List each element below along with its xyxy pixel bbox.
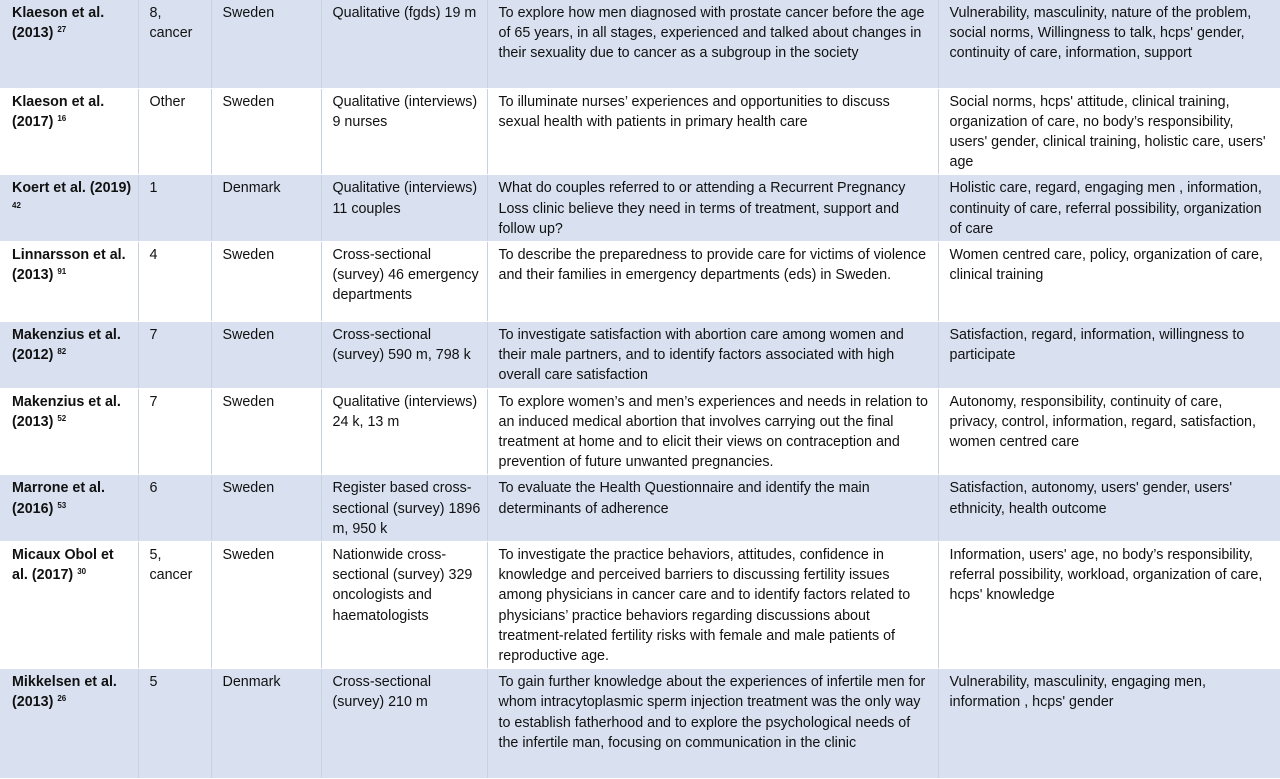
quality-cell: 5 <box>138 669 211 779</box>
table-row <box>0 241 1280 321</box>
study-label: Klaeson et al. (2013) <box>12 5 105 42</box>
country-cell: Sweden <box>211 0 321 88</box>
table-row <box>0 321 1280 388</box>
study-label: Koert et al. (2019) <box>12 180 132 197</box>
reference-number: 91 <box>57 267 67 277</box>
quality-cell: 1 <box>138 175 211 242</box>
study-label: Mikkelsen et al. (2013) <box>12 674 117 711</box>
quality-cell: 5, cancer <box>138 541 211 668</box>
design-cell: Register based cross-sectional (survey) 1896 m, 950 k <box>321 475 487 542</box>
themes-cell: Autonomy, responsibility, continuity of care, privacy, control, information, regard, satisfaction, women centred care <box>938 388 1280 475</box>
study-cell <box>0 88 138 175</box>
country-cell: Sweden <box>211 88 321 175</box>
aim-cell: To illuminate nurses’ experiences and opportunities to discuss sexual health with patients in primary health care <box>487 88 938 175</box>
design-cell: Cross-sectional (survey) 46 emergency departments <box>321 241 487 321</box>
aim-cell: To explore women’s and men’s experiences and needs in relation to an induced medical abortion that involves carrying out the final treatment at home and to elicit their views on contraception and prevention of future unwanted pregnancies. <box>487 388 938 475</box>
quality-cell: 8, cancer <box>138 0 211 88</box>
reference-number: 26 <box>57 694 67 704</box>
study-cell <box>0 321 138 388</box>
aim-cell: To gain further knowledge about the experiences of infertile men for whom intracytoplasmic sperm injection treatment was the only way to establish fatherhood and to explore the psychological needs of the infertile man, focusing on communication in the clinic <box>487 669 938 779</box>
quality-cell: 4 <box>138 241 211 321</box>
study-cell <box>0 175 138 242</box>
design-cell: Qualitative (fgds) 19 m <box>321 0 487 88</box>
table-row <box>0 88 1280 175</box>
themes-cell: Information, users' age, no body’s responsibility, referral possibility, workload, organization of care, hcps' knowledge <box>938 541 1280 668</box>
country-cell: Sweden <box>211 321 321 388</box>
study-cell <box>0 241 138 321</box>
aim-cell: To describe the preparedness to provide care for victims of violence and their families in emergency departments (eds) in Sweden. <box>487 241 938 321</box>
aim-cell: To explore how men diagnosed with prostate cancer before the age of 65 years, in all stages, experienced and talked about changes in their sexuality due to cancer as a subgroup in the society <box>487 0 938 88</box>
quality-cell: 7 <box>138 388 211 475</box>
reference-number: 82 <box>57 347 67 357</box>
design-cell: Qualitative (interviews) 11 couples <box>321 175 487 242</box>
table-row <box>0 175 1280 242</box>
country-cell: Sweden <box>211 241 321 321</box>
study-cell <box>0 388 138 475</box>
aim-cell: To investigate the practice behaviors, attitudes, confidence in knowledge and perceived barriers to discussing fertility issues among physicians in cancer care and to identify factors related to physicians’ practice behaviors regarding discussions about treatment-related fertility risks with female and male patients of reproductive age. <box>487 541 938 668</box>
themes-cell: Satisfaction, regard, information, willingness to participate <box>938 321 1280 388</box>
themes-cell: Vulnerability, masculinity, engaging men, information , hcps' gender <box>938 669 1280 779</box>
aim-cell: To investigate satisfaction with abortion care among women and their male partners, and to identify factors associated with high overall care satisfaction <box>487 321 938 388</box>
country-cell: Sweden <box>211 475 321 542</box>
reference-number: 53 <box>57 500 67 510</box>
themes-cell: Holistic care, regard, engaging men , information, continuity of care, referral possibility, organization of care <box>938 175 1280 242</box>
study-label: Klaeson et al. (2017) <box>12 93 105 130</box>
study-label: Linnarsson et al. (2013) <box>12 246 126 284</box>
study-cell <box>0 541 138 668</box>
reference-number: 42 <box>12 200 21 210</box>
aim-cell: To evaluate the Health Questionnaire and identify the main determinants of adherence <box>487 475 938 542</box>
reference-number: 30 <box>77 567 87 577</box>
table-row <box>0 541 1280 668</box>
table-row <box>0 388 1280 475</box>
aim-cell: What do couples referred to or attending a Recurrent Pregnancy Loss clinic believe they need in terms of treatment, support and follow up? <box>487 175 938 242</box>
reference-number: 27 <box>57 25 67 35</box>
study-cell <box>0 0 138 88</box>
reference-number: 16 <box>57 113 67 123</box>
themes-cell: Satisfaction, autonomy, users' gender, users' ethnicity, health outcome <box>938 475 1280 542</box>
study-cell <box>0 475 138 542</box>
design-cell: Qualitative (interviews) 9 nurses <box>321 88 487 175</box>
themes-cell: Vulnerability, masculinity, nature of the problem, social norms, Willingness to talk, hcps' gender, continuity of care, information, support <box>938 0 1280 88</box>
country-cell: Sweden <box>211 541 321 668</box>
table-row <box>0 475 1280 542</box>
quality-cell: 6 <box>138 475 211 542</box>
design-cell: Cross-sectional (survey) 590 m, 798 k <box>321 321 487 388</box>
study-cell <box>0 669 138 779</box>
quality-cell: Other <box>138 88 211 175</box>
reference-number: 52 <box>57 413 67 423</box>
design-cell: Nationwide cross-sectional (survey) 329 oncologists and haematologists <box>321 541 487 668</box>
design-cell: Qualitative (interviews) 24 k, 13 m <box>321 388 487 475</box>
themes-cell: Social norms, hcps' attitude, clinical training, organization of care, no body’s responsibility, users' gender, clinical training, holistic care, users' age <box>938 88 1280 175</box>
study-label: Marrone et al. (2016) <box>12 480 105 517</box>
country-cell: Sweden <box>211 388 321 475</box>
table-row <box>0 0 1280 88</box>
country-cell: Denmark <box>211 669 321 779</box>
study-label: Micaux Obol et al. (2017) <box>12 546 114 584</box>
study-label: Makenzius et al. (2013) <box>12 393 121 430</box>
quality-cell: 7 <box>138 321 211 388</box>
design-cell: Cross-sectional (survey) 210 m <box>321 669 487 779</box>
table-row <box>0 669 1280 779</box>
country-cell: Denmark <box>211 175 321 242</box>
themes-cell: Women centred care, policy, organization of care, clinical training <box>938 241 1280 321</box>
study-label: Makenzius et al. (2012) <box>12 326 121 364</box>
